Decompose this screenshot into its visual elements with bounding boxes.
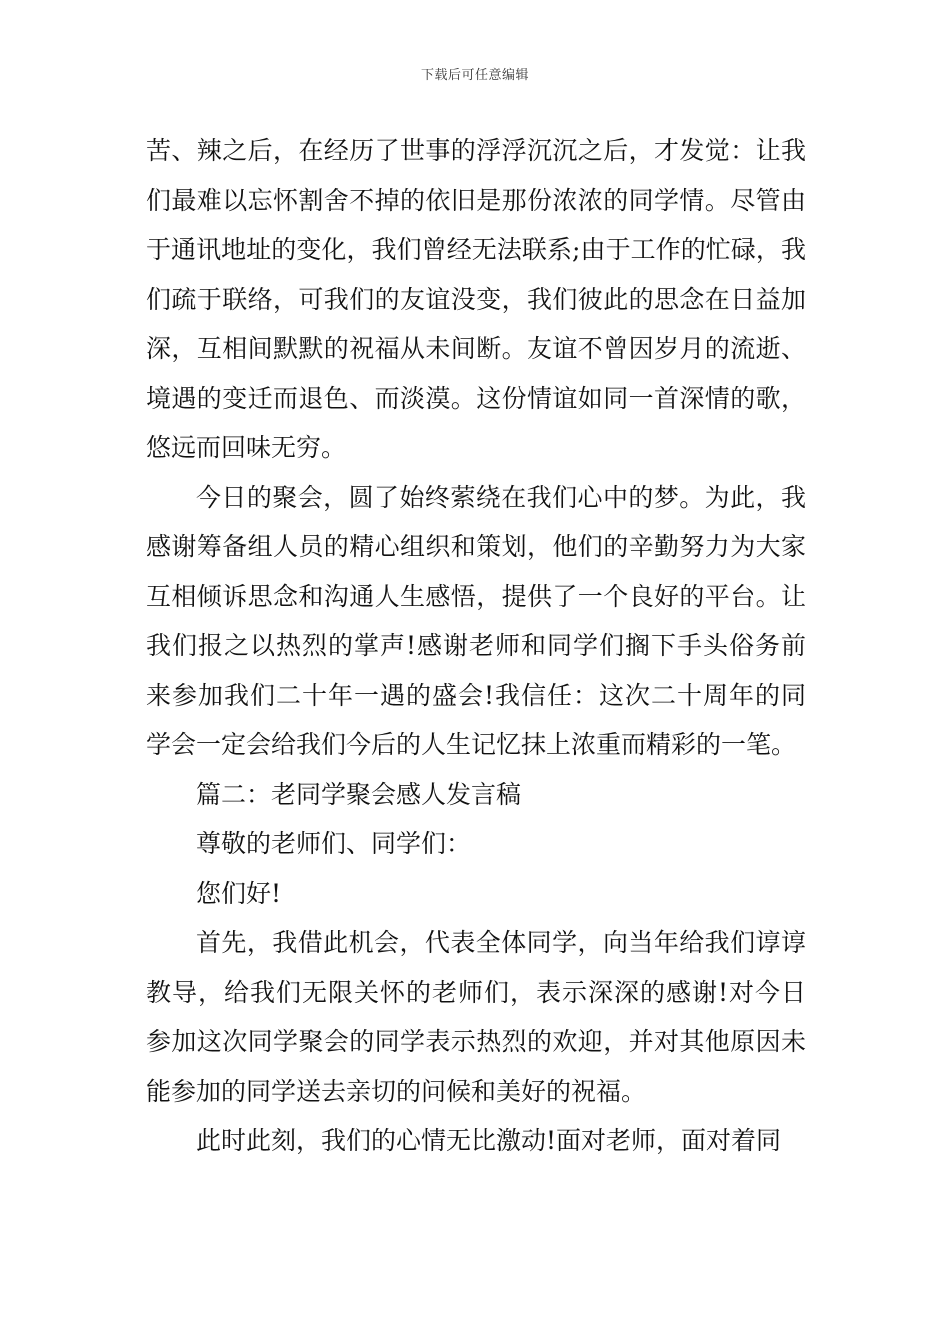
- salutation: 尊敬的老师们、同学们：: [196, 829, 472, 858]
- page-header: 下载后可任意编辑: [420, 68, 529, 83]
- section-title: 篇二：老同学聚会感人发言稿: [196, 779, 522, 809]
- greeting: 您们好!: [196, 878, 282, 908]
- paragraph-2: 今日的聚会，圆了始终萦绕在我们心中的梦。为此，我感谢筹备组人员的精心组织和策划，他们的辛勤努力为大家互相倾诉思念和沟通人生感悟，提供了一个良好的平台。让我们报之以热烈的掌声!感谢老师和同学们搁下手头俗务前来参加我们二十年一遇的盛会!我信任：这次二十周年的同学会一定会给我们今后的人生记忆抹上浓重而精彩的一笔。: [146, 482, 806, 759]
- paragraph-3: 首先，我借此机会，代表全体同学，向当年给我们谆谆教导，给我们无限关怀的老师们，表示深深的感谢!对今日参加这次同学聚会的同学表示热烈的欢迎，并对其他原因未能参加的同学送去亲切的问候和美好的祝福。: [146, 928, 806, 1106]
- paragraph-1: 苦、辣之后，在经历了世事的浮浮沉沉之后，才发觉：让我们最难以忘怀割舍不掉的依旧是那份浓浓的同学情。尽管由于通讯地址的变化，我们曾经无法联系;由于工作的忙碌，我们疏于联络，可我们的友谊没变，我们彼此的思念在日益加深，互相间默默的祝福从未间断。友谊不曾因岁月的流逝、境遇的变迁而退色、而淡漠。这份情谊如同一首深情的歌，悠远而回味无穷。: [146, 136, 806, 462]
- document-body: [146, 126, 806, 1166]
- paragraph-4: 此时此刻，我们的心情无比激动!面对老师，面对着同: [196, 1126, 782, 1155]
